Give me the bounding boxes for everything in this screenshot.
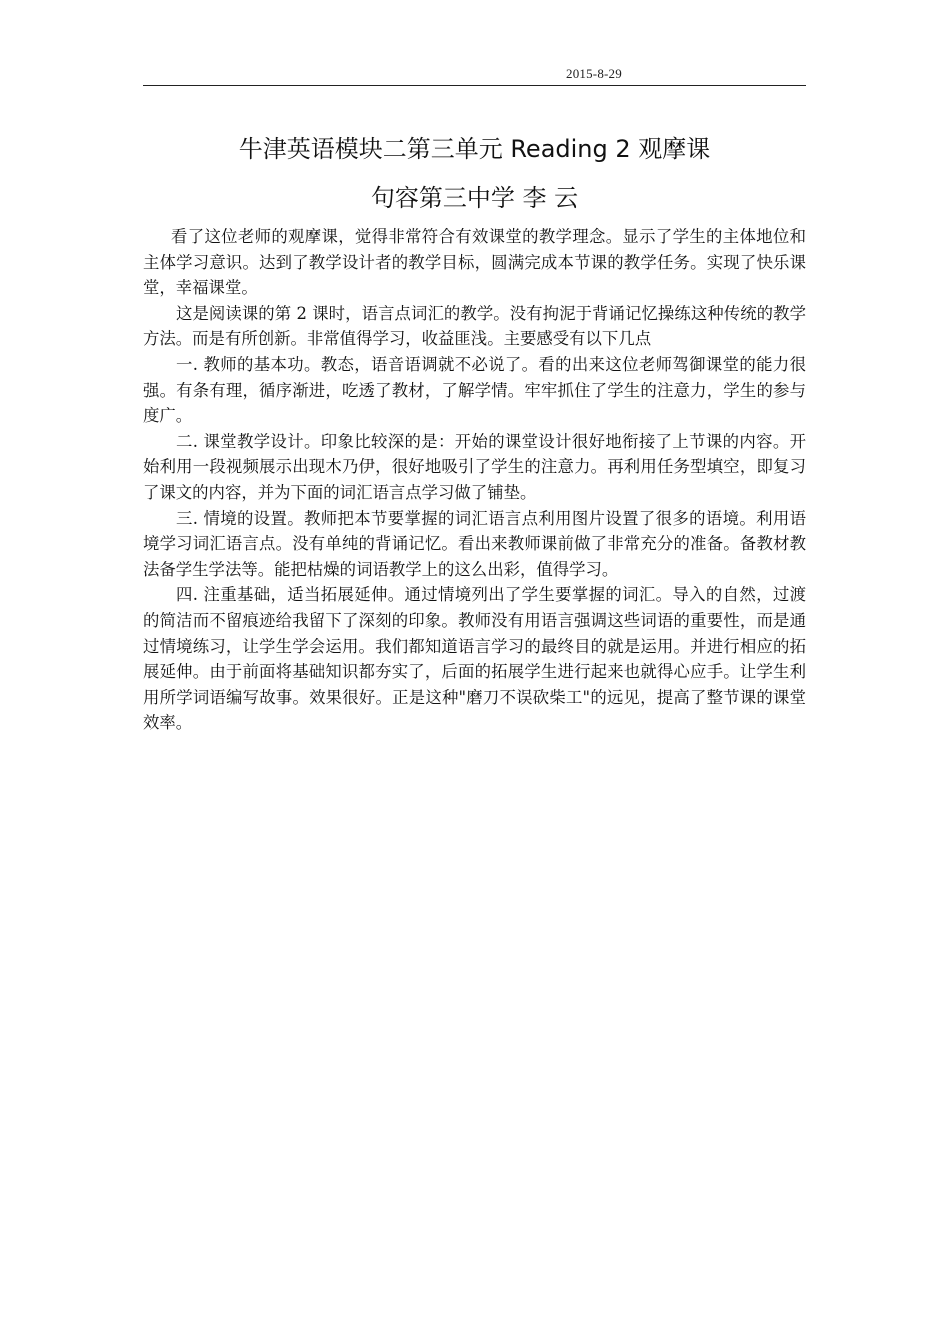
document-title: 牛津英语模块二第三单元 Reading 2 观摩课 (238, 135, 711, 163)
paragraph-intro: 看了这位老师的观摩课，觉得非常符合有效课堂的教学理念。显示了学生的主体地位和主体学习意识。达到了教学设计者的教学目标，圆满完成本节课的教学任务。实现了快乐课堂，幸福课堂。 (143, 227, 806, 298)
paragraph-overview: 这是阅读课的第 2 课时，语言点词汇的教学。没有拘泥于背诵记忆操练这种传统的教学方法。而是有所创新。非常值得学习，收益匪浅。主要感受有以下几点 (143, 303, 806, 349)
document-author: 句容第三中学 李 云 (370, 184, 579, 212)
paragraph-point-one: 一. 教师的基本功。教态，语音语调就不必说了。看的出来这位老师驾御课堂的能力很强。有条有理，循序渐进，吃透了教材，了解学情。牢牢抓住了学生的注意力，学生的参与度广。 (143, 354, 806, 426)
document-body (143, 224, 806, 736)
paragraph-point-two: 二. 课堂教学设计。印象比较深的是：开始的课堂设计很好地衔接了上节课的内容。开始利用一段视频展示出现木乃伊，很好地吸引了学生的注意力。再利用任务型填空，即复习了课文的内容，并为下面的词汇语言点学习做了铺垫。 (143, 431, 806, 502)
paragraph-point-four: 四. 注重基础，适当拓展延伸。通过情境列出了学生要掌握的词汇。导入的自然，过渡的简洁而不留痕迹给我留下了深刻的印象。教师没有用语言强调这些词语的重要性，而是通过情境练习，让学生学会运用。我们都知道语言学习的最终目的就是运用。并进行相应的拓展延伸。由于前面将基础知识都夯实了，后面的拓展学生进行起来也就得心应手。让学生利用所学词语编写故事。效果很好。正是这种"磨刀不误砍柴工"的远见，提高了整节课的课堂效率。 (143, 585, 806, 733)
header-rule (143, 85, 806, 86)
header-date: 2015-8-29 (566, 66, 622, 81)
paragraph-point-three: 三. 情境的设置。教师把本节要掌握的词汇语言点利用图片设置了很多的语境。利用语境学习词汇语言点。没有单纯的背诵记忆。看出来教师课前做了非常充分的准备。备教材教法备学生学法等。能把枯燥的词语教学上的这么出彩，值得学习。 (143, 508, 806, 579)
